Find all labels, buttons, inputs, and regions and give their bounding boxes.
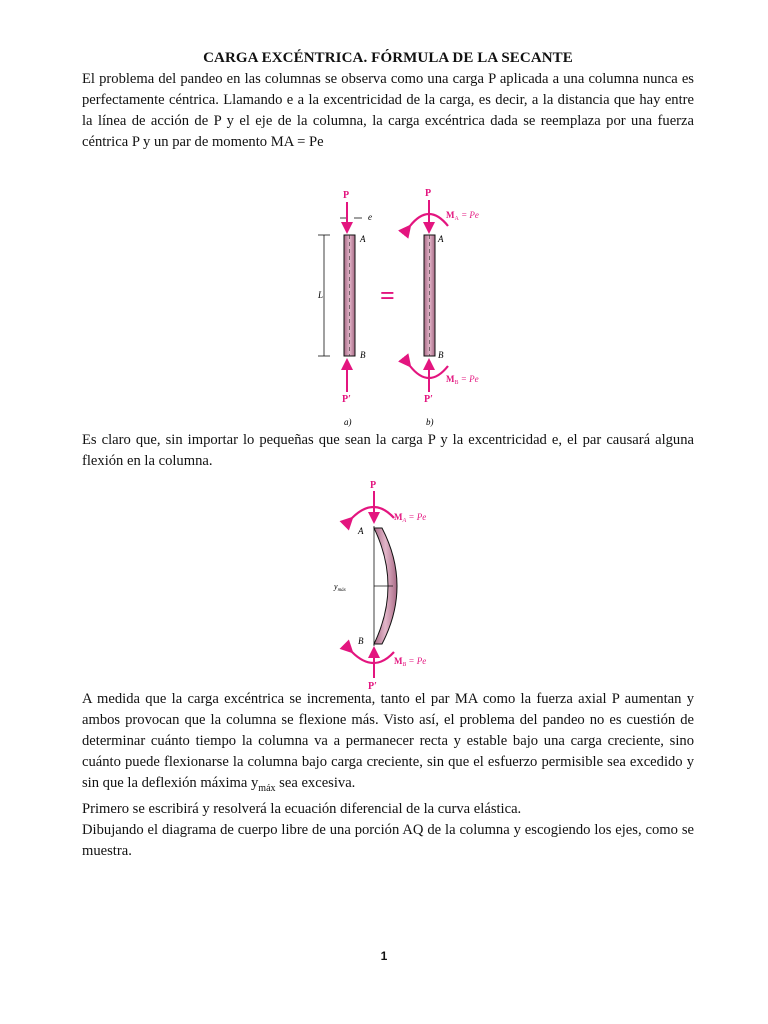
point-a-label: A bbox=[358, 526, 364, 536]
figure-column-equivalence bbox=[300, 180, 500, 430]
ymax-label: y bbox=[334, 582, 338, 591]
document-body bbox=[82, 48, 694, 153]
column-a bbox=[344, 235, 355, 356]
moment-a-eq: = Pe bbox=[458, 210, 479, 220]
moment-b-eq: = Pe bbox=[458, 374, 479, 384]
moment-a-label: M bbox=[394, 512, 403, 522]
load-label-p-bottom: P′ bbox=[368, 681, 377, 692]
paragraph-block-3 bbox=[82, 689, 694, 862]
document-title: CARGA EXCÉNTRICA. FÓRMULA DE LA SECANTE bbox=[203, 50, 573, 66]
ymax-subscript: máx bbox=[258, 782, 276, 794]
ymax-sub: máx bbox=[337, 588, 346, 593]
paragraph-eccentric-load-text: A medida que la carga excéntrica se incrementa, tanto el par MA como la fuerza axial P aumentan y ambos provocan que la columna se flexione más. Visto así, el problema del pandeo no es cuestión de determinar cuánto tiempo la columna va a permanecer recta y estable bajo una carga creciente, sino cuánto puede flexionarse la columna bajo carga creciente, sin que el esfuerzo permisible sea excedido y sin que la deflexión máxima y bbox=[82, 691, 694, 791]
length-label: L bbox=[318, 290, 324, 300]
moment-a-sub: A bbox=[402, 518, 407, 524]
moment-a-sub: A bbox=[454, 216, 459, 222]
svg-text:MA = Pe bbox=[394, 512, 426, 524]
page-number: 1 bbox=[380, 949, 388, 963]
svg-text:MB = Pe bbox=[446, 374, 479, 386]
svg-text:ymáx bbox=[333, 582, 347, 593]
load-label-p-bottom-a: P′ bbox=[342, 394, 351, 405]
caption-a: a) bbox=[344, 417, 352, 427]
moment-b-label: M bbox=[394, 656, 403, 666]
paragraph-eccentric-load-end: sea excesiva. bbox=[275, 775, 356, 791]
paragraph-flexion: Es claro que, sin importar lo pequeñas que sean la carga P y la excentricidad e, el par causará alguna flexión en la columna. bbox=[82, 432, 694, 469]
equals-sign: = bbox=[380, 281, 395, 310]
load-label-p-bottom-b: P′ bbox=[424, 394, 433, 405]
point-b-label: B bbox=[358, 636, 364, 646]
paragraph-free-body: Dibujando el diagrama de cuerpo libre de una porción AQ de la columna y escogiendo los ejes, como se muestra. bbox=[82, 821, 694, 859]
load-label-p-top: P bbox=[370, 480, 377, 491]
eccentricity-label: e bbox=[368, 212, 372, 222]
moment-b-label: M bbox=[446, 374, 455, 384]
point-a-label-a: A bbox=[360, 234, 366, 244]
paragraph-eccentric-load bbox=[82, 689, 694, 799]
figure-deflected-column bbox=[330, 478, 450, 693]
caption-b: b) bbox=[426, 417, 434, 427]
load-label-p-top-b: P bbox=[425, 188, 432, 199]
point-b-label-b: B bbox=[438, 350, 444, 360]
load-label-p-top-a: P bbox=[343, 190, 350, 201]
svg-text:MA = Pe bbox=[446, 210, 479, 222]
point-a-label-b: A bbox=[438, 234, 444, 244]
paragraph-intro: El problema del pandeo en las columnas se observa como una carga P aplicada a una columna nunca es perfectamente céntrica. Llamando e a la excentricidad de la carga, es decir, a la distancia que hay entre la línea de acción de P y el eje de la columna, la carga excéntrica dada se reemplaza por una fuerza céntrica P y un par de momento MA = Pe bbox=[82, 71, 694, 150]
moment-b-sub: B bbox=[402, 662, 407, 668]
moment-a-label: M bbox=[446, 210, 455, 220]
moment-b-eq: = Pe bbox=[406, 656, 427, 666]
paragraph-block-2 bbox=[82, 430, 694, 472]
point-b-label-a: B bbox=[360, 350, 366, 360]
moment-a-eq: = Pe bbox=[406, 512, 427, 522]
column-b bbox=[424, 235, 435, 356]
svg-text:MB = Pe bbox=[394, 656, 426, 668]
moment-b-sub: B bbox=[454, 380, 459, 386]
paragraph-differential-equation: Primero se escribirá y resolverá la ecuación diferencial de la curva elástica. bbox=[82, 800, 522, 817]
